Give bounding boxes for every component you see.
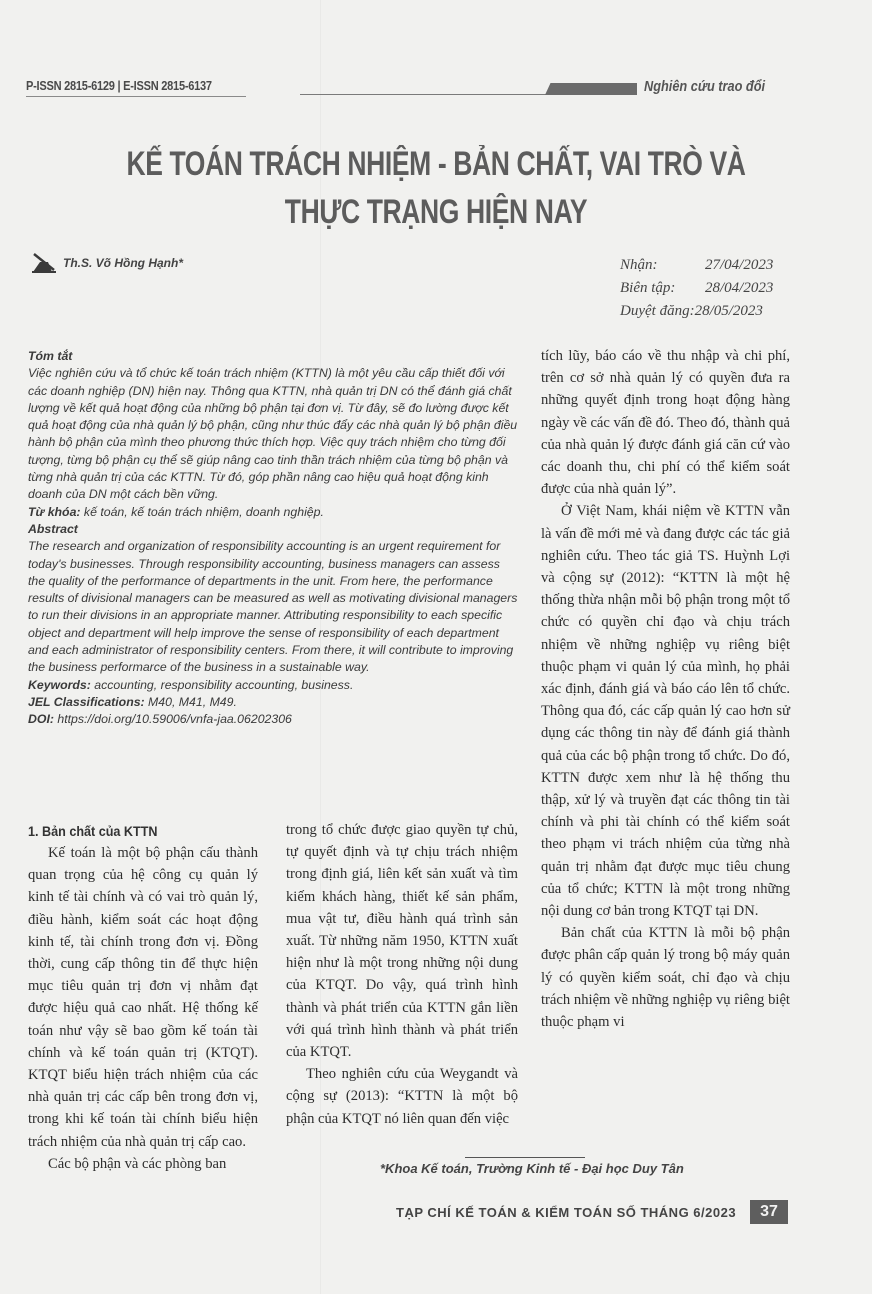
body-column-3 bbox=[541, 345, 790, 1033]
paragraph: Bản chất của KTTN là mỗi bộ phận được phân cấp quản lý trong bộ máy quản lý có quyền kiểm soát, chỉ đạo và chịu trách nhiệm về những nghiệp vụ riêng biệt thuộc phạm vi bbox=[541, 925, 790, 1031]
issn-label: P-ISSN 2815-6129 | E-ISSN 2815-6137 bbox=[26, 78, 212, 93]
author-byline bbox=[30, 252, 183, 274]
pen-writing-icon bbox=[30, 252, 60, 274]
paragraph: trong tổ chức được giao quyền tự chủ, tự quyết định và tự chịu trách nhiệm trong định giá, liên kết sản xuất và tìm kiếm khách hàng, thiết kế sản phẩm, mua vật tư, điều hành quá trình sản xuất. Từ những năm 1950, KTTN xuất hiện như là một trong những nội dung của KTQT. Do vậy, quá trình hình thành và phát triển của KTTN gắn liền với quá trình hình thành và phát triển của KTQT. bbox=[286, 822, 518, 1061]
abstract-en-text: The research and organization of responsibility accounting is an urgent requirement for today's businesses. Through responsibility accounting, business managers can assess the quality of the performance of departments in the unit. From here, the performance results of divisional managers can be measured as well as motivating divisional managers to run their divisions in an appropriate manner. Attributing responsibility to each specific object and department will help improve the sense of responsibility of each department and each administrator of responsibility centers. From there, it will contribute to improving the business performarce of the business in a sustainable way. bbox=[28, 539, 518, 675]
jel-classifications: JEL Classifications: M40, M41, M49. bbox=[28, 694, 237, 709]
doi-link[interactable]: https://doi.org/10.59006/vnfa-jaa.06202306 bbox=[53, 712, 292, 727]
keywords-vi: Từ khóa: kế toán, kế toán trách nhiệm, doanh nghiệp. bbox=[28, 504, 324, 519]
article-title bbox=[0, 140, 872, 236]
paragraph: Kế toán là một bộ phận cấu thành quan trọng của hệ công cụ quản lý kinh tế tài chính và có vai trò quản lý, điều hành, kiểm soát các hoạt động kinh tế, tài chính trong đơn vị. Đồng thời, cung cấp thông tin để thực hiện mục tiêu quản trị đơn vị nhằm đạt được hiệu quả cao nhất. Hệ thống kế toán như vậy sẽ bao gồm kế toán tài chính và kế toán quản trị (KTQT). KTQT biểu hiện trách nhiệm của các nhà quản trị các cấp bên trong đơn vị, trong khi kế toán tài chính biểu hiện trách nhiệm của nhà quản trị cấp cao. bbox=[28, 845, 258, 1150]
section-1 bbox=[28, 820, 258, 844]
issn-underline bbox=[26, 96, 246, 97]
page-number: 37 bbox=[750, 1200, 788, 1224]
header-rule bbox=[300, 94, 550, 95]
title-line-2: THỰC TRẠNG HIỆN NAY bbox=[284, 193, 588, 231]
body-column-1 bbox=[28, 842, 258, 1175]
date-received: Nhận: 27/04/2023 bbox=[620, 257, 774, 273]
abstract-block bbox=[28, 348, 518, 729]
doi: DOI: https://doi.org/10.59006/vnfa-jaa.06202306 bbox=[28, 712, 292, 727]
keywords-en: Keywords: accounting, responsibility accounting, business. bbox=[28, 677, 354, 692]
author-affiliation-footnote: *Khoa Kế toán, Trường Kinh tế - Đại học Duy Tân bbox=[380, 1161, 684, 1176]
paragraph: tích lũy, báo cáo về thu nhập và chi phí, trên cơ sở nhà quản lý có quyền đưa ra những quyết định trong hoạt động hàng ngày về các vấn đề đó. Theo đó, thành quả của nhà quản lý được đánh giá căn cứ vào các doanh thu, chi phí có thể kiểm soát được của nhà quản lý”. bbox=[541, 348, 790, 498]
date-edited: Biên tập: 28/04/2023 bbox=[620, 280, 774, 296]
section-label: Nghiên cứu trao đổi bbox=[644, 78, 766, 95]
paragraph: Theo nghiên cứu của Weygandt và cộng sự (2013): “KTTN là một bộ phận của KTQT nó liên quan đến việc bbox=[286, 1066, 518, 1127]
date-accepted: Duyệt đăng: 28/05/2023 bbox=[620, 303, 763, 319]
header-accent-bar bbox=[545, 83, 637, 95]
abstract-vi-text: Việc nghiên cứu và tổ chức kế toán trách nhiệm (KTTN) là một yêu cầu cấp thiết đối với các doanh nghiệp (DN) hiện nay. Thông qua KTTN, nhà quản trị DN có thể đánh giá chất lượng về kết quả hoạt động của những bộ phận tại đơn vị. Từ đây, sẽ đo lường được kết quả hoạt động của nhà quản lý bộ phận, cũng như thúc đẩy các nhà quản lý bộ phận điều hành bộ phận của mình theo phương thức thích hợp. Việc quy trách nhiệm cho từng đối tượng, từng bộ phận cụ thể sẽ giúp nâng cao tinh thần trách nhiệm của từng bộ phận và từng nhà quản trị của các KTTN. Từ đó, góp phần nâng cao hiệu quả hoạt động kinh doanh của DN một cách bền vững. bbox=[28, 366, 518, 502]
footnote-rule bbox=[465, 1157, 585, 1158]
section-heading: 1. Bản chất của KTTN bbox=[28, 823, 158, 839]
paragraph: Các bộ phận và các phòng ban bbox=[48, 1155, 227, 1172]
journal-footer: TẠP CHÍ KẾ TOÁN & KIỂM TOÁN SỐ THÁNG 6/2023 bbox=[396, 1205, 737, 1220]
submission-dates bbox=[620, 254, 773, 323]
title-line-1: KẾ TOÁN TRÁCH NHIỆM - BẢN CHẤT, VAI TRÒ VÀ bbox=[126, 145, 746, 183]
abstract-en-heading: Abstract bbox=[28, 521, 78, 536]
body-column-2 bbox=[286, 819, 518, 1130]
paragraph: Ở Việt Nam, khái niệm về KTTN vẫn là vấn đề mới mẻ và đang được các tác giả nghiên cứu. Theo tác giả TS. Huỳnh Lợi và cộng sự (2012): “KTTN là một hệ thống thừa nhận mỗi bộ phận trong một tổ chức có quyền chỉ đạo và chịu trách nhiệm về những nghiệp vụ riêng biệt thuộc phạm vi quản lý của mình, họ phải xác định, đánh giá và báo cáo lên tổ chức. Thông qua đó, các cấp quản lý cao hơn sử dụng các thông tin này để đánh giá thành quả của các bộ phận trong tổ chức. Do đó, KTTN được xem như là hệ thống thu thập, xử lý và truyền đạt các thông tin tài chính và phi tài chính có thể kiểm soát theo phạm vi trách nhiệm của từng nhà quản trị nhằm đạt được mục tiêu chung của tổ chức; KTTN là một trong những nội dung cơ bản trong KTQT tại DN. bbox=[541, 503, 790, 920]
author-name: Th.S. Võ Hồng Hạnh* bbox=[63, 256, 183, 270]
abstract-vi-heading: Tóm tắt bbox=[28, 349, 73, 363]
